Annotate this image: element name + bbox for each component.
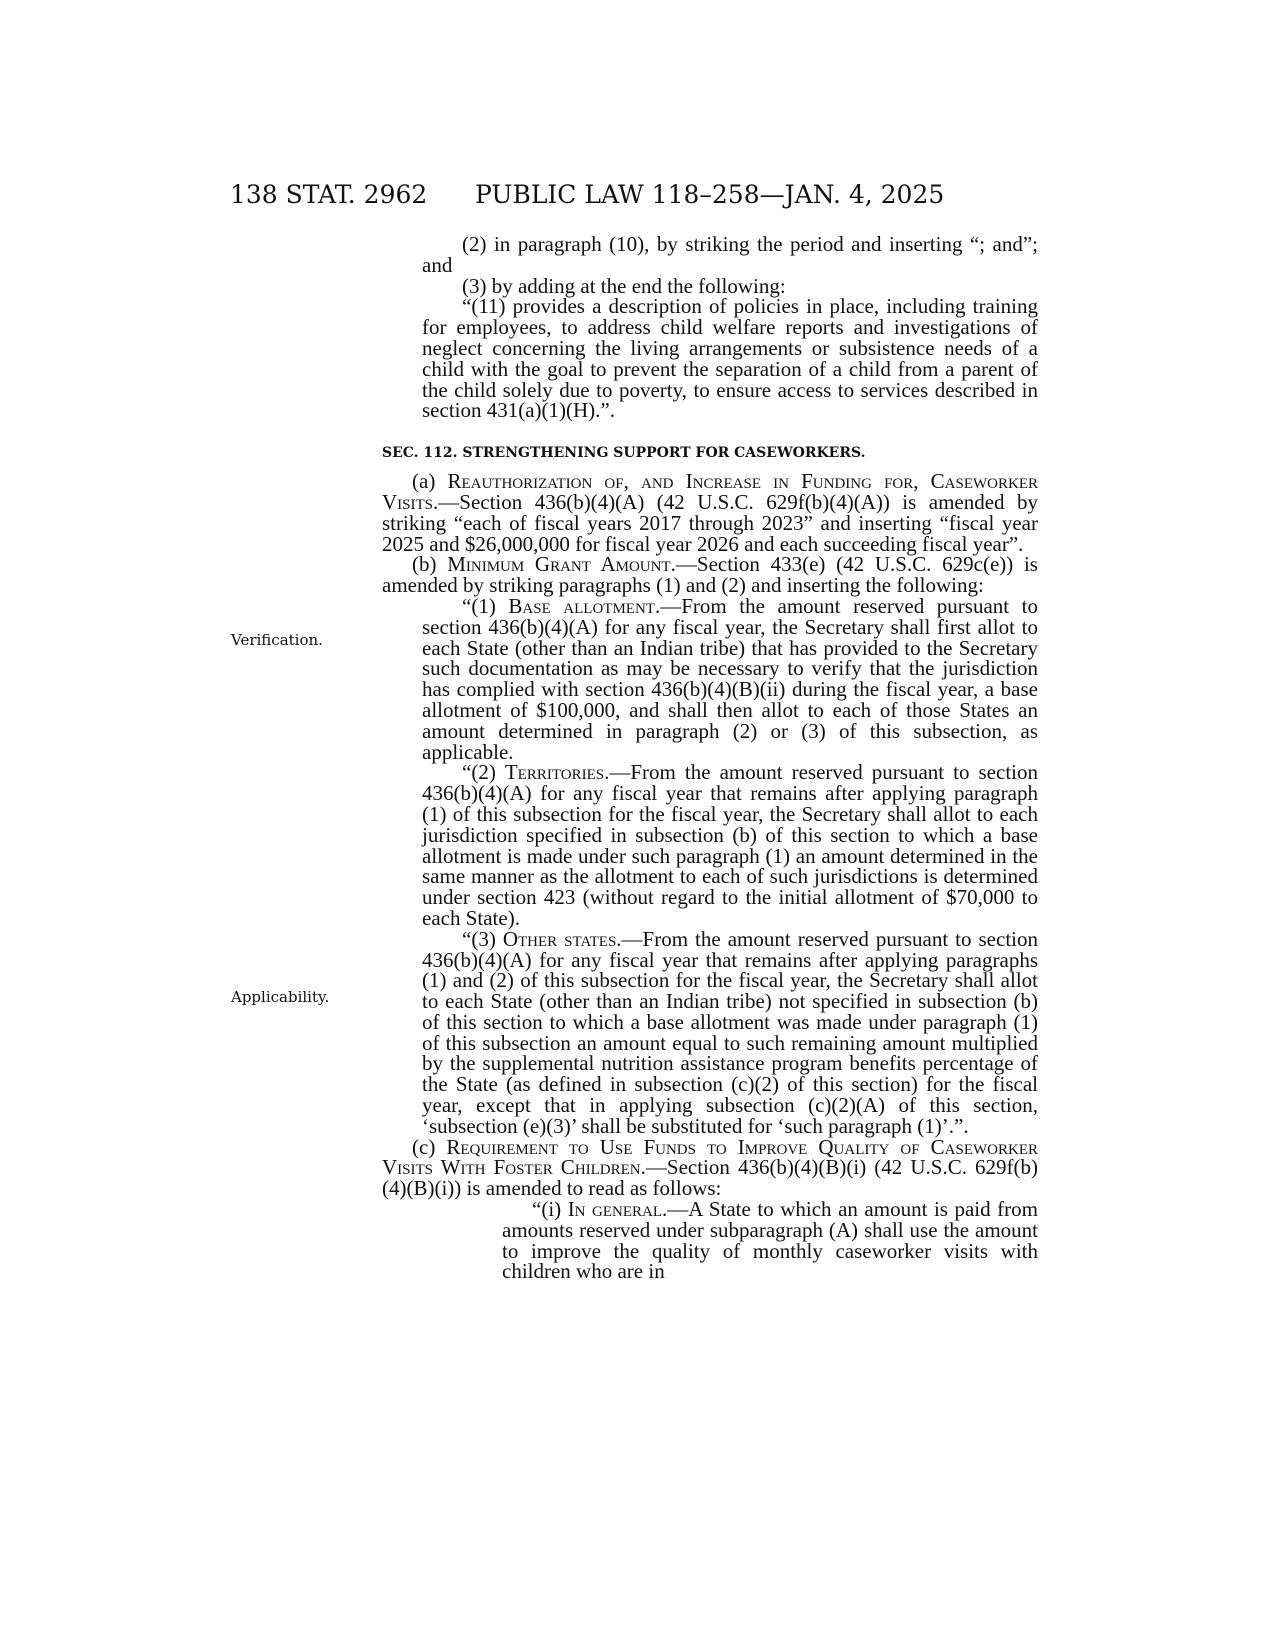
subsection-c-caption: Requirement to Use Funds to Improve Quality of Caseworker Visits With Foster Children. [382, 1134, 1038, 1180]
q1-caption: Base allotment. [508, 593, 661, 618]
q1-text: —From the amount reserved pursuant to section 436(b)(4)(A) for any fiscal year, the Secretary shall first allot to each State (other than an Indian tribe) that has provided to the Secretary such documentation as may be necessary to verify that the jurisdiction has complied with section 436(b)(4)(B)(ii) during the fiscal year, a base allotment of $100,000, and shall then allot to each of those States an amount determined in paragraph (2) or (3) of this subsection, as applicable. [422, 593, 1039, 764]
q2-text: —From the amount reserved pursuant to section 436(b)(4)(A) for any fiscal year that remains after applying paragraph (1) of this subsection for the fiscal year, the Secretary shall allot to each jurisdiction specified in subsection (b) of this section to which a base allotment is made under such paragraph (1) an amount determined in the same manner as the allotment to each of such jurisdictions is determined under section 423 (without regard to the initial allotment of $70,000 to each State). [422, 760, 1038, 930]
quoted-clause-i-in-general [502, 1199, 1038, 1282]
paragraph-2: (2) in paragraph (10), by striking the period and inserting “; and”; and [422, 232, 1038, 277]
q3-text: —From the amount reserved pursuant to section 436(b)(4)(A) for any fiscal year that remains after applying paragraphs (1) and (2) of this subsection for the fiscal year, the Secretary shall allot to each State (other than an Indian tribe) not specified in subsection (b) of this section to which a base allotment was made under paragraph (1) of this subsection an amount equal to such remaining amount multiplied by the supplemental nutrition assistance program benefits percentage of the State (as defined in subsection (c)(2) of this section) for the fiscal year, except that in applying subsection (c)(2)(A) of this section, ‘subsection (e)(3)’ shall be substituted for ‘such paragraph (1)’.”. [422, 926, 1038, 1138]
q1-lead: “(1) [462, 593, 509, 618]
subsection-a-text: —Section 436(b)(4)(A) (42 U.S.C. 629f(b)(4)(A)) is amended by striking “each of fiscal years 2017 through 2023” and inserting “fiscal year 2025 and $26,000,000 for fiscal year 2026 and each succeeding fiscal year”. [382, 489, 1038, 556]
quoted-paragraph-11: “(11) provides a description of policies in place, including training for employees, to address child welfare reports and investigations of neglect concerning the living arrangements or subsistence needs of a child with the goal to prevent the separation of a child from a parent of the child solely due to poverty, to ensure access to services described in section 431(a)(1)(H).”. [422, 294, 1038, 423]
paragraph-3: (3) by adding at the end the following: [462, 273, 786, 298]
i-text: —A State to which an amount is paid from amounts reserved under subparagraph (A) shall use the amount to improve the quality of monthly caseworker visits with children who are in [502, 1197, 1038, 1284]
subsection-b [382, 554, 1038, 596]
q2-lead: “(2) [462, 760, 505, 785]
margin-note-verification: Verification. [231, 631, 323, 649]
margin-note-applicability: Applicability. [231, 988, 330, 1006]
subsection-a-lead: (a) [412, 469, 448, 494]
subsection-c-text: —Section 436(b)(4)(B)(i) (42 U.S.C. 629f(b)(4)(B)(i)) is amended to read as follows: [382, 1155, 1038, 1201]
q3-lead: “(3) [462, 926, 503, 951]
subsection-c [382, 1134, 1038, 1201]
statute-body [382, 234, 1038, 1282]
subsection-b-lead: (b) [412, 552, 448, 577]
quoted-paragraph-2-territories [422, 762, 1038, 928]
i-lead: “(i) [532, 1197, 568, 1222]
subsection-c-lead: (c) [412, 1134, 447, 1159]
subsection-b-text: —Section 433(e) (42 U.S.C. 629c(e)) is amended by striking paragraphs (1) and (2) and inserting the following: [382, 552, 1038, 598]
q3-caption: Other states. [502, 926, 622, 951]
i-caption: In general. [567, 1197, 668, 1222]
subsection-b-caption: Minimum Grant Amount. [447, 552, 676, 577]
page-stat-reference: 138 STAT. 2962 [230, 180, 428, 209]
section-heading: SEC. 112. STRENGTHENING SUPPORT FOR CASEWORKERS. [382, 445, 866, 462]
subsection-a [382, 471, 1038, 554]
quoted-paragraph-3-other-states [422, 926, 1038, 1138]
public-law-running-head: PUBLIC LAW 118–258—JAN. 4, 2025 [475, 180, 945, 209]
quoted-paragraph-1-base-allotment [422, 593, 1039, 764]
subsection-a-caption: Reauthorization of, and Increase in Funding for, Caseworker Visits. [382, 469, 1039, 514]
q2-caption: Territories. [504, 760, 610, 785]
